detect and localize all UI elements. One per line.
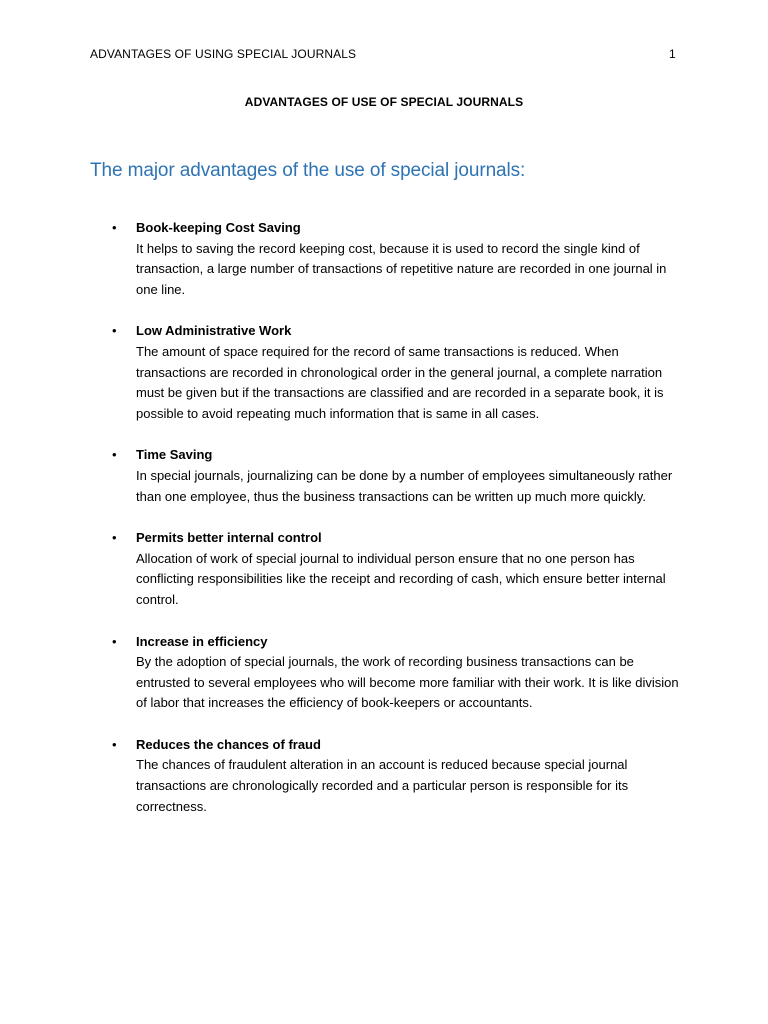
bullet-icon: •: [112, 323, 117, 339]
item-title: Book-keeping Cost Saving: [136, 220, 301, 235]
bullet-icon: •: [112, 736, 117, 752]
advantages-list: [0, 218, 768, 838]
document-title: ADVANTAGES OF USE OF SPECIAL JOURNALS: [244, 95, 524, 109]
bullet-icon: •: [112, 447, 117, 463]
item-title: Time Saving: [136, 447, 213, 463]
list-item: [0, 445, 768, 507]
item-body: The amount of space required for the record of same transactions is reduced. When transactions are recorded in chronological order in the general journal, a complete narration must be given but if the transactions are classified and are recorded in a separate book, it is possible to avoid repeating much information that is same in all cases.: [136, 343, 664, 421]
item-title: Low Administrative Work: [136, 323, 292, 339]
bullet-icon: •: [112, 633, 117, 649]
item-title: Increase in efficiency: [136, 633, 268, 649]
list-item: [0, 528, 768, 610]
section-heading: The major advantages of the use of special journals:: [90, 160, 526, 181]
item-body: It helps to saving the record keeping cost, because it is used to record the single kind of transaction, a large number of transactions of repetitive nature are recorded in one journal in one line.: [136, 240, 667, 297]
list-item: [0, 321, 768, 424]
item-body: In special journals, journalizing can be done by a number of employees simultaneously rather than one employee, thus the business transactions can be written up much more quickly.: [136, 467, 673, 504]
running-head: ADVANTAGES OF USING SPECIAL JOURNALS: [90, 47, 357, 61]
bullet-icon: •: [112, 530, 117, 546]
page-number: 1: [669, 47, 676, 61]
list-item: [0, 218, 768, 300]
bullet-icon: •: [112, 220, 117, 235]
item-title: Reduces the chances of fraud: [136, 736, 321, 752]
list-item: [0, 632, 768, 714]
item-title: Permits better internal control: [136, 530, 322, 546]
item-body: The chances of fraudulent alteration in an account is reduced because special journal transactions are chronologically recorded and a particular person is responsible for its correctness.: [136, 757, 629, 814]
item-body: By the adoption of special journals, the work of recording business transactions can be entrusted to several employees who will become more familiar with their work. It is like division of labor that increases the efficiency of book-keepers or accountants.: [136, 654, 679, 711]
item-body: Allocation of work of special journal to individual person ensure that no one person has conflicting responsibilities like the receipt and recording of cash, which ensure better internal control.: [136, 550, 666, 607]
list-item: [0, 735, 768, 817]
